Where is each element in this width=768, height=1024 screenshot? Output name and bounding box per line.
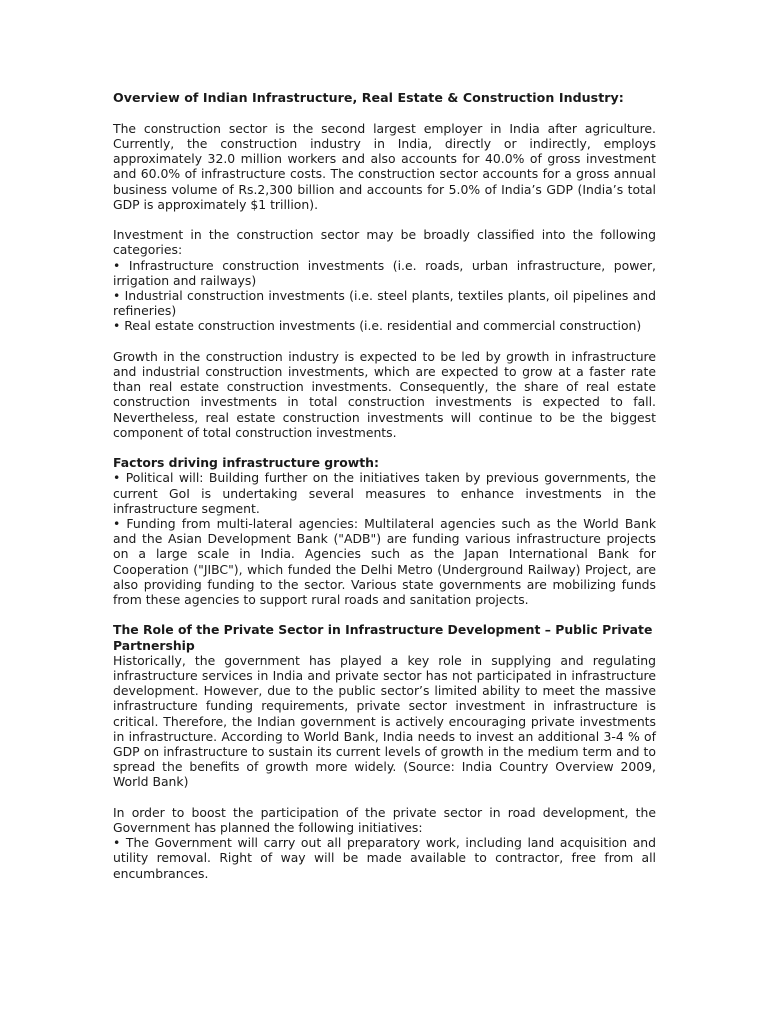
investment-bullet-infrastructure: • Infrastructure construction investments (i.e. roads, urban infrastructure, power, irrigation and railways) xyxy=(113,257,656,288)
intro-paragraph: The construction sector is the second largest employer in India after agriculture. Currently, the construction industry in India, directly or indirectly, employs approximately 32.0 million workers and also accounts for 40.0% of gross investment and 60.0% of infrastructure costs. The construction sector accounts for a gross annual business volume of Rs.2,300 billion and accounts for 5.0% of India’s GDP (India’s total GDP is approximately $1 trillion). xyxy=(113,120,656,212)
investment-bullet-industrial: • Industrial construction investments (i.e. steel plants, textiles plants, oil pipelines and refineries) xyxy=(113,287,656,319)
investment-intro: Investment in the construction sector may be broadly classified into the following categories: xyxy=(113,227,656,258)
investment-bullet-real-estate: • Real estate construction investments (i.e. residential and commercial construction) xyxy=(113,318,642,334)
document-title: Overview of Indian Infrastructure, Real Estate & Construction Industry: xyxy=(113,90,624,105)
document-page xyxy=(113,90,656,881)
factors-heading: Factors driving infrastructure growth: xyxy=(113,455,379,471)
private-sector-heading: The Role of the Private Sector in Infrastructure Development – Public Private Partnership xyxy=(113,622,653,653)
factor-bullet-political-will: • Political will: Building further on the initiatives taken by previous governments, the current GoI is undertaking several measures to enhance investments in the infrastructure segment. xyxy=(113,470,656,516)
road-bullet-preparatory-work: • The Government will carry out all preparatory work, including land acquisition and utility removal. Right of way will be made available to contractor, free from all encumbrances. xyxy=(113,835,656,881)
private-sector-paragraph: Historically, the government has played a key role in supplying and regulating infrastructure services in India and private sector has not participated in infrastructure development. However, due to the public sector’s limited ability to meet the massive infrastructure funding requirements, private sector investment in infrastructure is critical. Therefore, the Indian government is actively encouraging private investments in infrastructure. According to World Bank, India needs to invest an additional 3-4 % of GDP on infrastructure to sustain its current levels of growth in the medium term and to spread the benefits of growth more widely. (Source: India Country Overview 2009, World Bank) xyxy=(113,652,656,790)
factor-bullet-funding: • Funding from multi-lateral agencies: Multilateral agencies such as the World Bank and the Asian Development Bank ("ADB") are funding various infrastructure projects on a large scale in India. Agencies such as the Japan International Bank for Cooperation ("JIBC"), which funded the Delhi Metro (Underground Railway) Project, are also providing funding to the sector. Various state governments are mobilizing funds from these agencies to support rural roads and sanitation projects. xyxy=(113,515,656,607)
road-development-intro: In order to boost the participation of the private sector in road development, the Government has planned the following initiatives: xyxy=(113,804,656,835)
growth-paragraph: Growth in the construction industry is expected to be led by growth in infrastructure and industrial construction investments, which are expected to grow at a faster rate than real estate construction investments. Consequently, the share of real estate construction investments in total construction investments is expected to fall. Nevertheless, real estate construction investments will continue to be the biggest component of total construction investments. xyxy=(113,348,656,440)
